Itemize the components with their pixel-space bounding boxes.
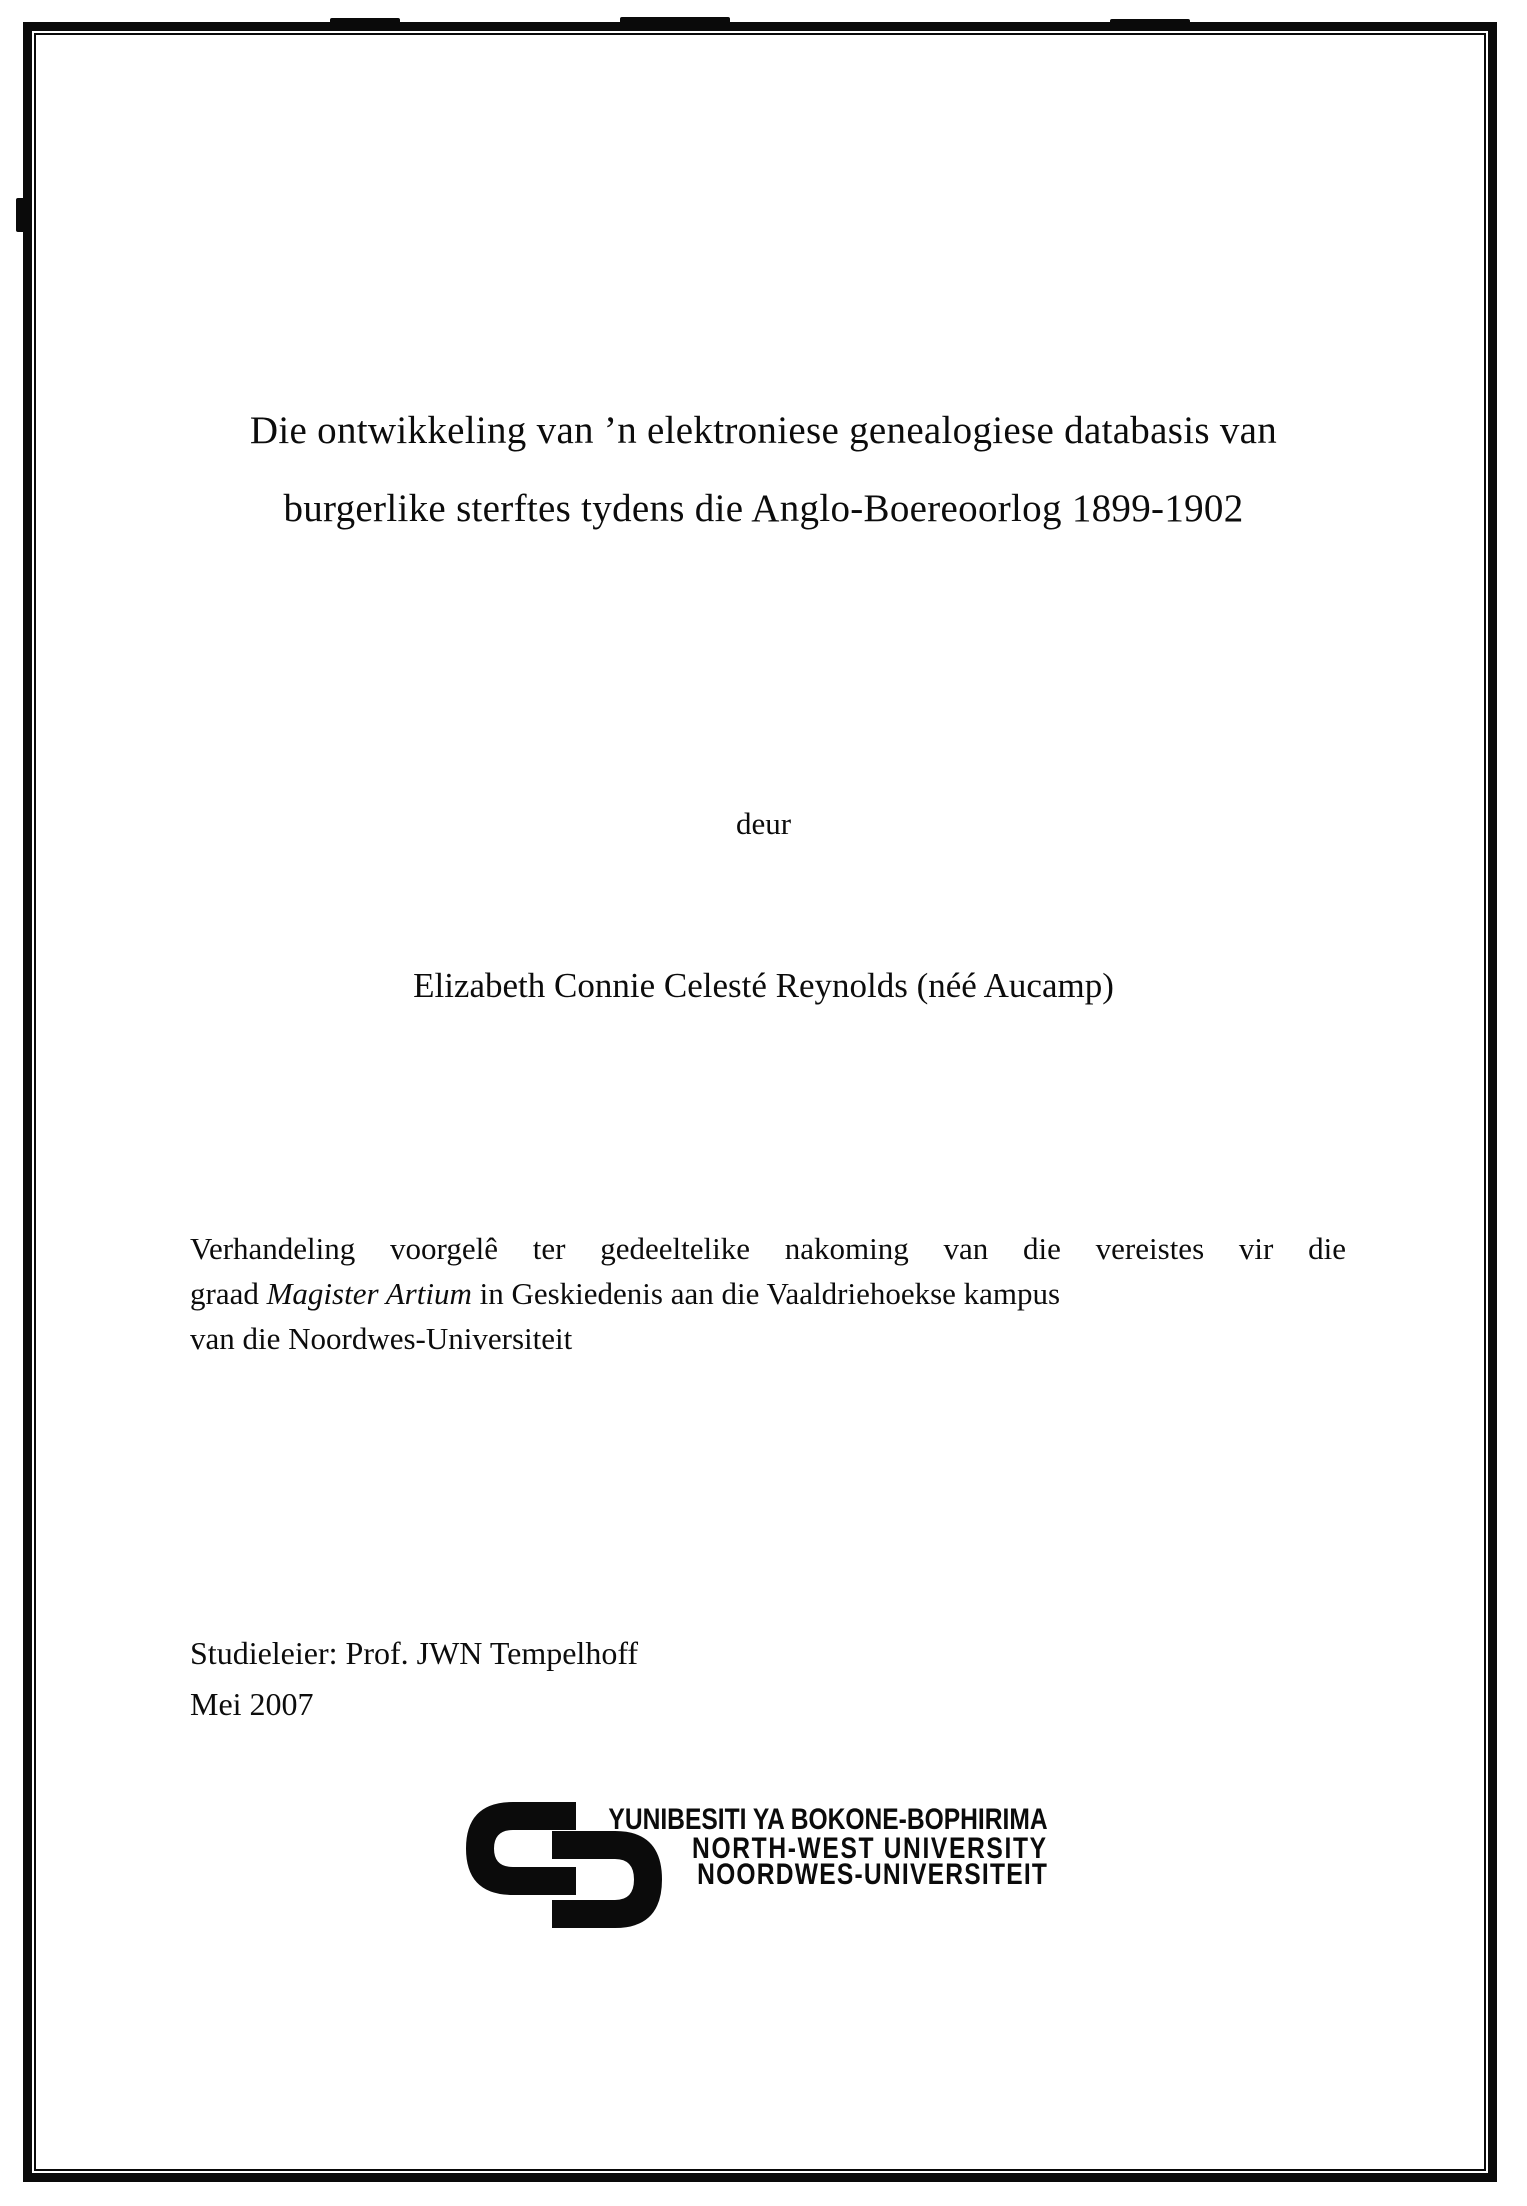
logo-text-line-2: NORTH-WEST UNIVERSITY <box>692 1832 1048 1865</box>
logo-text-line-1: YUNIBESITI YA BOKONE-BOPHIRIMA <box>608 1803 1048 1836</box>
date-line: Mei 2007 <box>190 1686 314 1722</box>
thesis-title <box>0 392 1527 548</box>
scan-artifact <box>620 17 730 24</box>
statement-line-3: van die Noordwes-Universiteit <box>190 1321 573 1356</box>
supervisor-line: Studieleier: Prof. JWN Tempelhoff <box>190 1635 639 1671</box>
degree-statement <box>190 1226 1346 1361</box>
author-name: Elizabeth Connie Celesté Reynolds (néé Aucamp) <box>413 966 1114 1005</box>
statement-line-2 <box>190 1271 1346 1316</box>
supervisor-block <box>190 1628 638 1730</box>
byline-deur: deur <box>735 806 792 841</box>
statement-line-1: Verhandeling voorgelê ter gedeeltelike nakoming van die vereistes vir die <box>190 1231 1346 1266</box>
scan-artifact <box>430 2176 520 2180</box>
logo-text-line-3: NOORDWES-UNIVERSITEIT <box>696 1858 1048 1891</box>
scan-artifact <box>330 18 400 24</box>
scan-artifact <box>1110 19 1190 24</box>
title-line-1: Die ontwikkeling van ’n elektroniese genealogiese databasis van <box>249 409 1278 452</box>
statement-line-2-pre: graad <box>190 1276 267 1311</box>
statement-line-2-post: in Geskiedenis aan die Vaaldriehoekse kampus <box>471 1276 1061 1311</box>
magister-artium-italic: Magister Artium <box>266 1276 472 1311</box>
title-line-2: burgerlike sterftes tydens die Anglo-Boereoorlog 1899-1902 <box>283 487 1244 530</box>
scan-artifact <box>16 198 25 232</box>
